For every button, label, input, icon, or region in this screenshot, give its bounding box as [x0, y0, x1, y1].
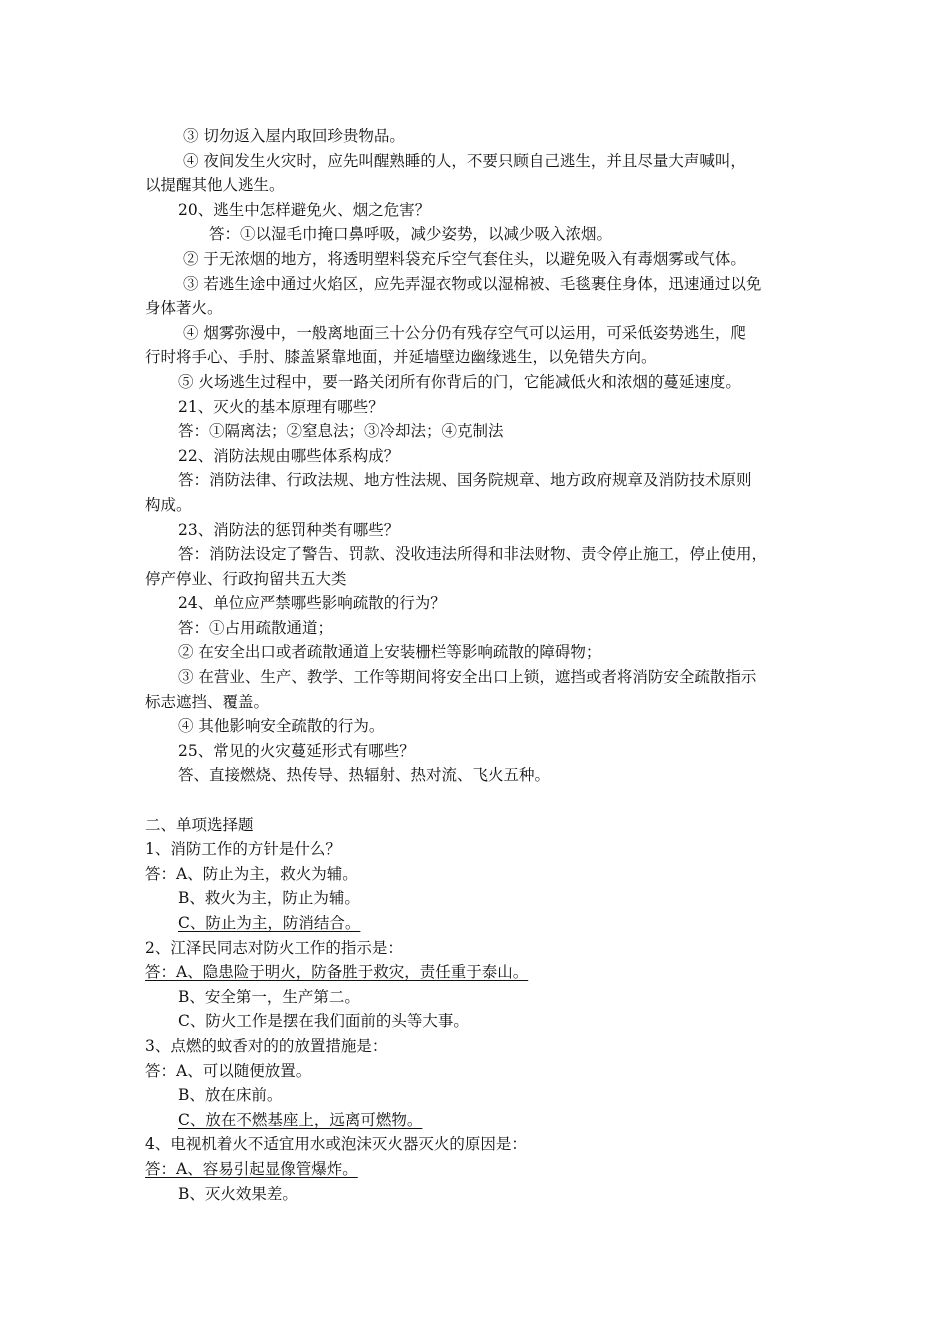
answer-21: 答：①隔离法；②窒息法；③冷却法；④克制法 — [178, 422, 504, 441]
answer-22-line-2: 构成。 — [145, 495, 192, 514]
choice-4-option-b: B、灭火效果差。 — [178, 1184, 298, 1203]
choice-3-option-a — [145, 1059, 815, 1084]
question-24: 24、单位应严禁哪些影响疏散的行为？ — [178, 594, 446, 613]
choice-2-option-a — [145, 960, 815, 985]
option-text: A、防止为主，救火为辅。 — [176, 864, 358, 883]
answer-20-item-5: ⑤ 火场逃生过程中，要一路关闭所有你背后的门，它能减低火和浓烟的蔓延速度。 — [178, 372, 741, 391]
choice-2-option-c: C、防火工作是摆在我们面前的头等大事。 — [178, 1012, 469, 1031]
section-spacer — [145, 788, 815, 813]
answer-24-item-3-line-2: 标志遮挡、覆盖。 — [145, 692, 270, 711]
choice-question-3: 3、点燃的蚊香对的的放置措施是： — [145, 1036, 388, 1055]
answer-25: 答、直接燃烧、热传导、热辐射、热对流、飞火五种。 — [178, 766, 551, 785]
answer-22-line-1: 答：消防法律、行政法规、地方性法规、国务院规章、地方政府规章及消防技术原则 — [178, 471, 752, 490]
choice-question-2: 2、江泽民同志对防火工作的指示是： — [145, 938, 403, 957]
section-heading: 二、单项选择题 — [145, 815, 254, 834]
correct-option-text: C、放在不燃基座上，远离可燃物。 — [178, 1110, 423, 1129]
question-25: 25、常见的火灾蔓延形式有哪些？ — [178, 741, 415, 760]
answer-19-item-4-line-1: ④ 夜间发生火灾时，应先叫醒熟睡的人，不要只顾自己逃生，并且尽量大声喊叫， — [183, 151, 746, 170]
answer-19-item-3: ③ 切勿返入屋内取回珍贵物品。 — [183, 127, 405, 145]
choice-question-1: 1、消防工作的方针是什么？ — [145, 840, 341, 859]
choice-3-option-c — [145, 1108, 815, 1133]
answer-20-item-4-line-1: ④ 烟雾弥漫中，一般离地面三十公分仍有残存空气可以运用，可采低姿势逃生，爬 — [183, 323, 746, 342]
answer-24-item-4: ④ 其他影响安全疏散的行为。 — [178, 717, 385, 736]
answer-20-item-3-line-2: 身体著火。 — [145, 299, 223, 318]
question-22: 22、消防法规由哪些体系构成？ — [178, 446, 400, 465]
correct-option-text: A、隐患险于明火，防备胜于救灾，责任重于泰山。 — [176, 963, 529, 982]
correct-option-text: A、容易引起显像管爆炸。 — [176, 1159, 358, 1178]
question-23: 23、消防法的惩罚种类有哪些？ — [178, 520, 400, 539]
choice-1-option-a — [145, 862, 815, 887]
answer-24-item-3-line-1: ③ 在营业、生产、教学、工作等期间将安全出口上锁，遮挡或者将消防安全疏散指示 — [178, 668, 757, 687]
correct-option-text: C、防止为主，防消结合。 — [178, 914, 361, 932]
document-body — [145, 124, 815, 1206]
option-text: A、可以随便放置。 — [176, 1061, 312, 1080]
answer-prefix: 答： — [145, 1061, 177, 1080]
choice-2-option-b: B、安全第一，生产第二。 — [178, 987, 360, 1006]
answer-24-item-1: 答：①占用疏散通道； — [178, 618, 334, 637]
choice-1-option-c — [145, 911, 815, 936]
answer-23-line-2: 停产停业、行政拘留共五大类 — [145, 569, 347, 588]
answer-20-item-3-line-1: ③ 若逃生途中通过火焰区，应先弄湿衣物或以湿棉被、毛毯裹住身体，迅速通过以免 — [183, 274, 762, 293]
choice-3-option-b: B、放在床前。 — [178, 1086, 283, 1105]
answer-prefix: 答： — [145, 963, 177, 982]
answer-prefix: 答： — [145, 1159, 177, 1178]
answer-23-line-1: 答：消防法设定了警告、罚款、没收违法所得和非法财物、责令停止施工，停止使用， — [178, 545, 768, 564]
choice-question-4: 4、电视机着火不适宜用水或泡沫灭火器灭火的原因是： — [145, 1135, 527, 1154]
answer-20-item-2: ② 于无浓烟的地方，将透明塑料袋充斥空气套住头，以避免吸入有毒烟雾或气体。 — [183, 249, 746, 268]
answer-19-item-4-line-2: 以提醒其他人逃生。 — [145, 176, 285, 195]
answer-20-item-1: 答：①以湿毛巾掩口鼻呼吸，减少姿势，以减少吸入浓烟。 — [209, 225, 613, 244]
answer-20-item-4-line-2: 行时将手心、手肘、膝盖紧靠地面，并延墙壁边幽缘逃生，以免错失方向。 — [145, 348, 657, 367]
choice-4-option-a — [145, 1157, 815, 1182]
answer-prefix: 答： — [145, 864, 177, 883]
choice-1-option-b: B、救火为主，防止为辅。 — [178, 889, 360, 908]
answer-24-item-2: ② 在安全出口或者疏散通道上安装栅栏等影响疏散的障碍物； — [178, 643, 602, 662]
question-21: 21、灭火的基本原理有哪些？ — [178, 397, 384, 416]
question-20: 20、逃生中怎样避免火、烟之危害？ — [178, 200, 431, 219]
